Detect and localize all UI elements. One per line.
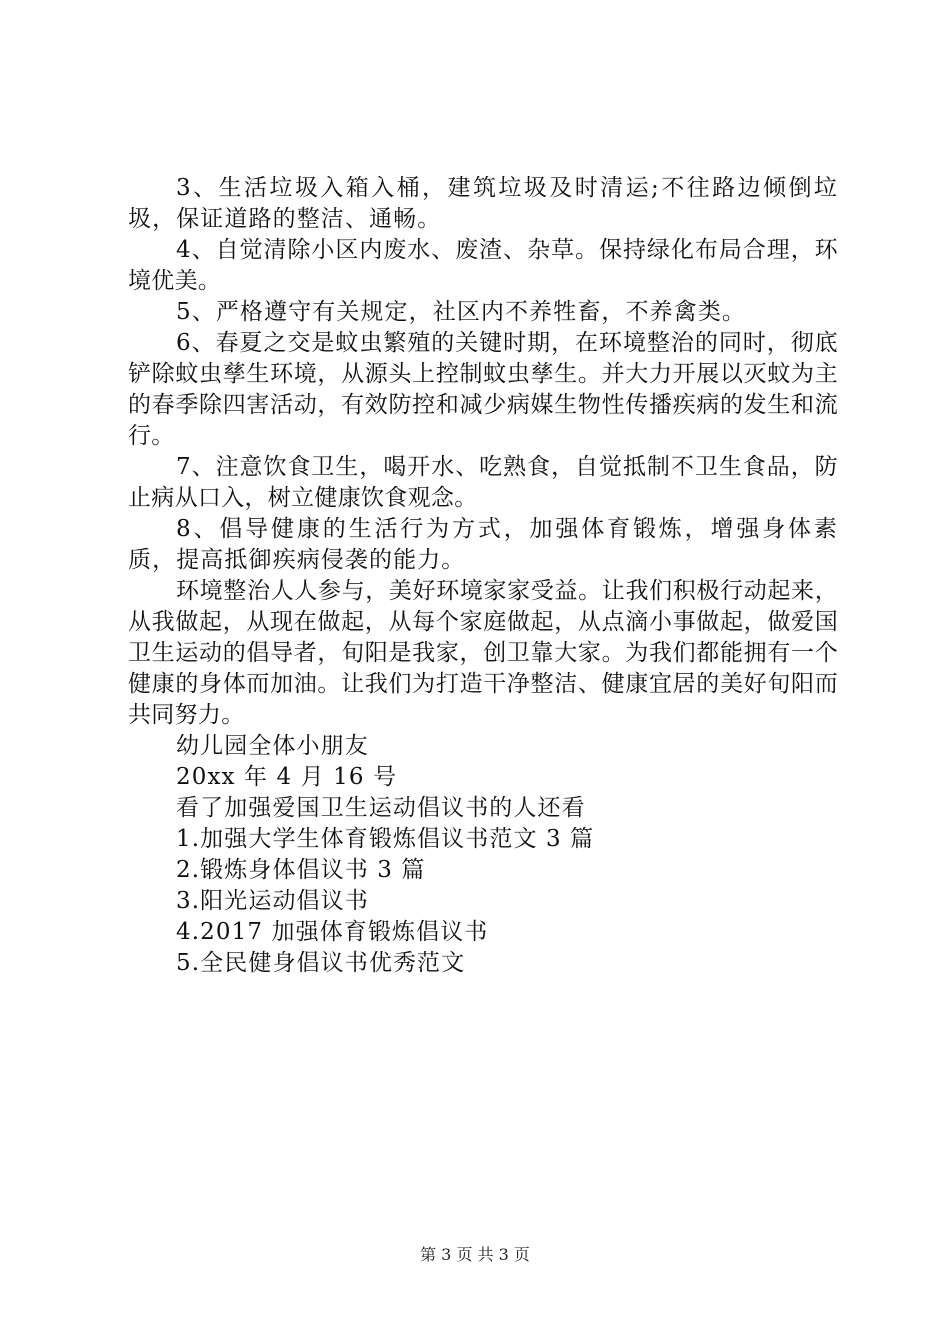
page-footer: 第 3 页 共 3 页 (420, 1245, 530, 1264)
related-link[interactable]: 5.全民健身倡议书优秀范文 (176, 950, 466, 976)
closing-paragraph: 环境整治人人参与，美好环境家家受益。让我们积极行动起来，从我做起，从现在做起，从每个家庭做起，从点滴小事做起，做爱国卫生运动的倡导者，旬阳是我家，创卫靠大家。为我们都能拥有一个健康的身体而加油。让我们为打造干净整洁、健康宜居的美好旬阳而共同努力。 (128, 578, 838, 728)
related-link[interactable]: 4.2017 加强体育锻炼倡议书 (176, 919, 489, 945)
paragraph-item-7: 7、注意饮食卫生，喝开水、吃熟食，自觉抵制不卫生食品，防止病从口入，树立健康饮食观念。 (128, 454, 838, 511)
related-link[interactable]: 3.阳光运动倡议书 (176, 888, 369, 914)
related-heading: 看了加强爱国卫生运动倡议书的人还看 (176, 795, 586, 821)
paragraph-item-6: 6、春夏之交是蚊虫繁殖的关键时期，在环境整治的同时，彻底铲除蚊虫孳生环境，从源头上控制蚊虫孳生。并大力开展以灭蚊为主的春季除四害活动，有效防控和减少病媒生物性传播疾病的发生和流行。 (128, 330, 838, 449)
paragraph-item-3: 3、生活垃圾入箱入桶，建筑垃圾及时清运;不往路边倾倒垃圾，保证道路的整洁、通畅。 (128, 175, 838, 232)
paragraph-item-4: 4、自觉清除小区内废水、废渣、杂草。保持绿化布局合理，环境优美。 (128, 237, 838, 294)
document-body (128, 173, 838, 979)
date: 20xx 年 4 月 16 号 (176, 764, 398, 790)
paragraph-item-8: 8、倡导健康的生活行为方式，加强体育锻炼，增强身体素质，提高抵御疾病侵袭的能力。 (128, 516, 838, 573)
paragraph-item-5: 5、严格遵守有关规定，社区内不养牲畜，不养禽类。 (176, 299, 747, 325)
related-link[interactable]: 2.锻炼身体倡议书 3 篇 (176, 857, 426, 883)
related-link[interactable]: 1.加强大学生体育锻炼倡议书范文 3 篇 (176, 826, 595, 852)
signature: 幼儿园全体小朋友 (176, 733, 369, 759)
